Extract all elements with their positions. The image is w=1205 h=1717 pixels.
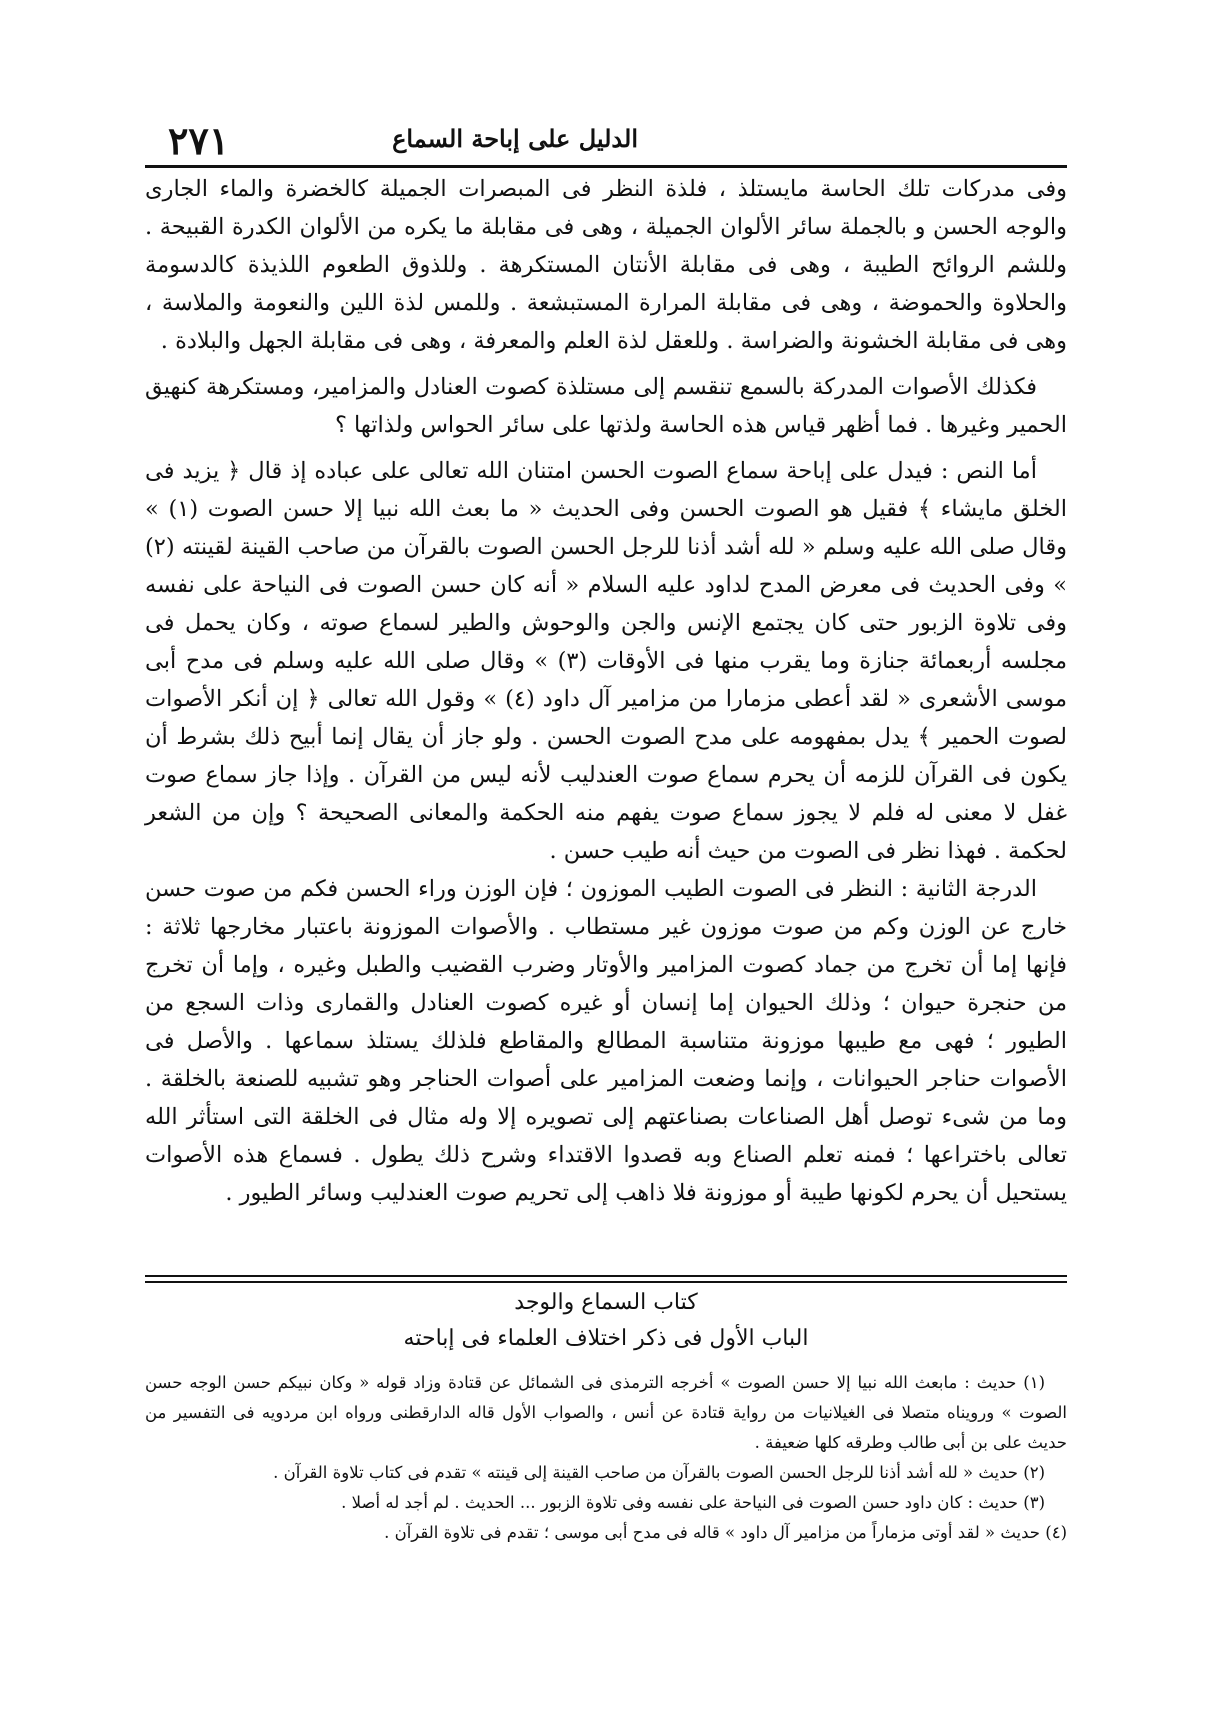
footnote-2: (٢) حديث « لله أشد أذنا للرجل الحسن الصوت بالقرآن من صاحب القينة إلى قينته » تقدم فى كتاب تلاوة القرآن . [273, 1463, 1045, 1482]
running-title: الدليل على إباحة السماع [392, 124, 638, 153]
main-text [145, 170, 1067, 1212]
paragraph-senses: وفى مدركات تلك الحاسة مايستلذ ، فلذة النظر فى المبصرات الجميلة كالخضرة والماء الجارى والوجه الحسن و بالجملة سائر الألوان الجميلة ، وهى فى مقابلة ما يكره من الألوان الكدرة القبيحة . وللشم الروائح الطيبة ، وهى فى مقابلة الأنتان المستكرهة . وللذوق الطعوم اللذيذة كالدسومة والحلاوة والحموضة ، وهى فى مقابلة المرارة المستبشعة . وللمس لذة اللين والنعومة والملاسة ، وهى فى مقابلة الخشونة والضراسة . وللعقل لذة العلم والمعرفة ، وهى فى مقابلة الجهل والبلادة . [145, 176, 1067, 354]
chapter-title: الباب الأول فى ذكر اختلاف العلماء فى إباحته [403, 1326, 809, 1351]
footnote-3: (٣) حديث : كان داود حسن الصوت فى النياحة على نفسه وفى تلاوة الزبور ... الحديث . لم أجد له أصلا . [341, 1493, 1045, 1512]
footnote-4: (٤) حديث « لقد أوتى مزماراً من مزامير آل داود » قاله فى مدح أبى موسى ؛ تقدم فى تلاوة القرآن . [384, 1523, 1067, 1542]
book-title: كتاب السماع والوجد [514, 1290, 698, 1315]
footnote-1: (١) حديث : مابعث الله نبيا إلا حسن الصوت » أخرجه الترمذى فى الشمائل عن قتادة وزاد قوله « وكان نبيكم حسن الوجه حسن الصوت » ورويناه متصلا فى الغيلانيات من رواية قتادة عن أنس ، والصواب الأول قاله الدارقطنى ورواه ابن مردويه فى التفسير من حديث على بن أبى طالب وطرقه كلها ضعيفة . [145, 1373, 1067, 1452]
footnotes [145, 1368, 1067, 1548]
header-rule [145, 165, 1067, 168]
paragraph-text-evidence: أما النص : فيدل على إباحة سماع الصوت الحسن امتنان الله تعالى على عباده إذ قال ﴿ يزيد فى الخلق مايشاء ﴾ فقيل هو الصوت الحسن وفى الحديث « ما بعث الله نبيا إلا حسن الصوت (١) » وقال صلى الله عليه وسلم « لله أشد أذنا للرجل الحسن الصوت بالقرآن من صاحب القينة لقينته (٢) » وفى الحديث فى معرض المدح لداود عليه السلام « أنه كان حسن الصوت فى النياحة على نفسه وفى تلاوة الزبور حتى كان يجتمع الإنس والجن والوحوش والطير لسماع صوته ، وكان يحمل فى مجلسه أربعمائة جنازة وما يقرب منها فى الأوقات (٣) » وقال صلى الله عليه وسلم فى مدح أبى موسى الأشعرى « لقد أعطى مزمارا من مزامير آل داود (٤) » وقول الله تعالى ﴿ إن أنكر الأصوات لصوت الحمير ﴾ يدل بمفهومه على مدح الصوت الحسن . ولو جاز أن يقال إنما أبيح ذلك بشرط أن يكون فى القرآن للزمه أن يحرم سماع صوت العندليب لأنه ليس من القرآن . وإذا جاز سماع صوت غفل لا معنى له فلم لا يجوز سماع صوت يفهم منه الحكمة والمعانى الصحيحة ؟ وإن من الشعر لحكمة . فهذا نظر فى الصوت من حيث أنه طيب حسن . [145, 458, 1068, 864]
footnote-rule-thin [145, 1281, 1067, 1283]
paragraph-sounds: فكذلك الأصوات المدركة بالسمع تنقسم إلى مستلذة كصوت العنادل والمزامير، ومستكرهة كنهيق الحمير وغيرها . فما أظهر قياس هذه الحاسة ولذتها على سائر الحواس ولذاتها ؟ [145, 374, 1067, 438]
footnote-rule [145, 1275, 1067, 1277]
page-number: ٢٧١ [168, 118, 230, 163]
paragraph-second-degree: الدرجة الثانية : النظر فى الصوت الطيب الموزون ؛ فإن الوزن وراء الحسن فكم من صوت حسن خارج عن الوزن وكم من صوت موزون غير مستطاب . والأصوات الموزونة باعتبار مخارجها ثلاثة : فإنها إما أن تخرج من جماد كصوت المزامير والأوتار وضرب القضيب والطبل وغيره ، وإما أن تخرج من حنجرة حيوان ؛ وذلك الحيوان إما إنسان أو غيره كصوت العنادل والقمارى وذات السجع من الطيور ؛ فهى مع طيبها موزونة متناسبة المطالع والمقاطع فلذلك يستلذ سماعها . والأصل فى الأصوات حناجر الحيوانات ، وإنما وضعت المزامير على أصوات الحناجر وهو تشبيه للصنعة بالخلقة . وما من شىء توصل أهل الصناعات بصناعتهم إلى تصويره إلا وله مثال فى الخلقة التى استأثر الله تعالى باختراعها ؛ فمنه تعلم الصناع وبه قصدوا الاقتداء وشرح ذلك يطول . فسماع هذه الأصوات يستحيل أن يحرم لكونها طيبة أو موزونة فلا ذاهب إلى تحريم صوت العندليب وسائر الطيور . [145, 876, 1067, 1206]
page-header [148, 118, 1068, 163]
